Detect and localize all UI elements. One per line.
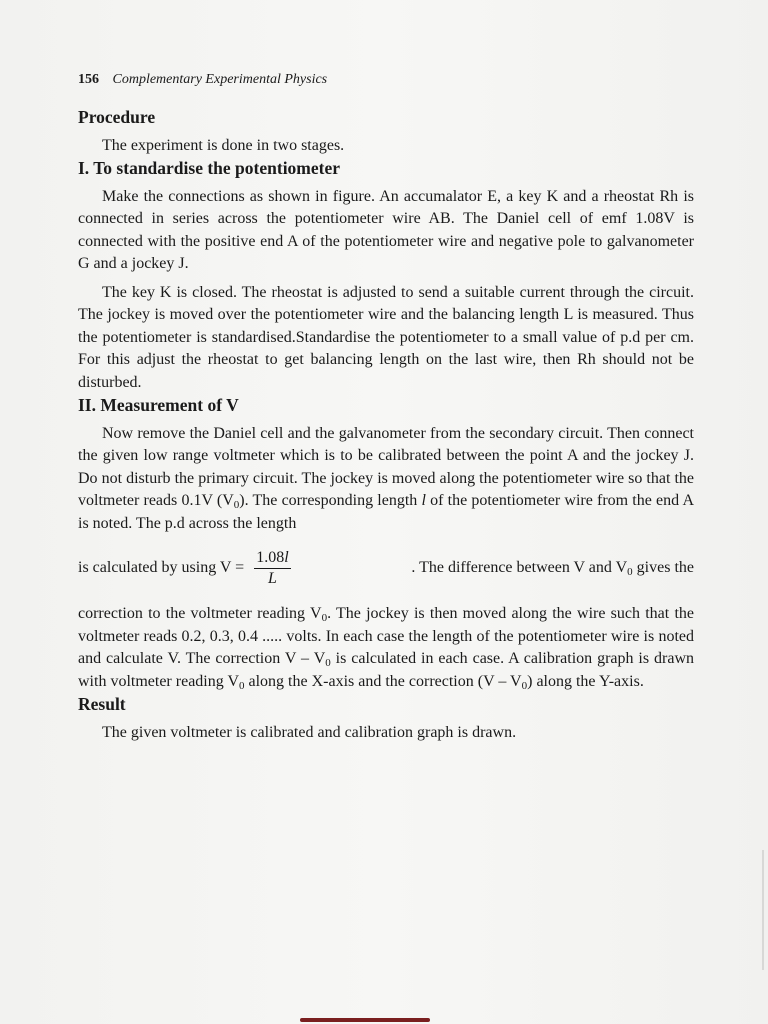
formula-length-symbol: l: [284, 548, 289, 566]
book-title: Complementary Experimental Physics: [112, 72, 328, 87]
formula-numerator: [254, 548, 290, 569]
page-edge-shadow: [762, 850, 764, 970]
standardise-paragraph-1: Make the connections as shown in figure. An accumalator E, a key K and a rheostat Rh is connected in series across the potentiometer wire AB. The Daniel cell of emf 1.08V is connected with the positive end A of the potentiometer wire and negative pole to galvanometer G and a jockey J.: [78, 187, 694, 272]
formula-denominator: L: [267, 569, 277, 587]
formula-line: [78, 545, 694, 591]
running-header: [78, 72, 327, 88]
formula-tail-text: gives the: [632, 558, 694, 576]
subscript-zero: 0: [521, 679, 528, 692]
procedure-intro: The experiment is done in two stages.: [102, 136, 345, 154]
result-text: The given voltmeter is calibrated and calibration graph is drawn.: [102, 723, 517, 741]
subscript-zero: 0: [627, 565, 633, 578]
measurement-text: of the potentiometer wire from the end A is noted. The p.d across the length: [78, 492, 694, 532]
formula-numerator-text: 1.08l: [256, 548, 289, 566]
standardise-paragraph-2: The key K is closed. The rheostat is adjusted to send a suitable current through the circuit. The jockey is moved over the potentiometer wire and the balancing length L is measured. Thus the potentiometer is standardised.Standardise the potentiometer to a small value of p.d per cm. For this adjust the rheostat to get balancing length on the last wire, then Rh should not be disturbed.: [78, 283, 694, 391]
page-number: 156: [78, 72, 99, 87]
book-edge-mark: [300, 1018, 430, 1022]
formula-fraction: [254, 548, 290, 589]
measurement-heading: II. Measurement of V: [78, 395, 239, 415]
measurement-text: . The jockey is then moved along the wire such that the voltmeter reads 0.2, 0.3, 0.4 ..... volts. In each case the length of the potentiometer wire is noted and calculate V. The correction V – V: [78, 605, 694, 667]
subscript-zero: 0: [321, 612, 328, 624]
measurement-text: ). The corresponding length: [239, 492, 422, 509]
length-symbol: l: [421, 492, 426, 509]
procedure-heading: Procedure: [78, 107, 156, 127]
formula-lead-text: is calculated by using V =: [78, 558, 245, 576]
subscript-zero: 0: [233, 499, 240, 511]
subscript-zero: 0: [325, 657, 331, 669]
measurement-text: is calculated in each case. A calibration graph is drawn with voltmeter reading V: [78, 650, 694, 690]
measurement-text: ) along the Y-axis.: [527, 672, 644, 690]
measurement-paragraph-1: [78, 423, 694, 536]
formula-tail-text: . The difference between V and V: [411, 558, 628, 576]
formula-tail: [411, 557, 694, 580]
page-content: [78, 106, 694, 744]
result-heading: Result: [78, 694, 126, 714]
standardise-heading: I. To standardise the potentiometer: [78, 158, 341, 178]
subscript-zero: 0: [239, 679, 245, 692]
measurement-text: correction to the voltmeter reading V: [78, 605, 322, 622]
measurement-text: along the X-axis and the correction (V – V: [244, 672, 522, 690]
measurement-paragraph-2: [78, 603, 694, 693]
measurement-text: Now remove the Daniel cell and the galvanometer from the secondary circuit. Then connect the given low range voltmeter which is to be calibrated between the point A and the jockey J. Do not disturb the primary circuit. The jockey is moved along the potentiometer wire so that the voltmeter reads 0.1V (V: [78, 424, 694, 509]
formula-lead: [78, 548, 297, 589]
